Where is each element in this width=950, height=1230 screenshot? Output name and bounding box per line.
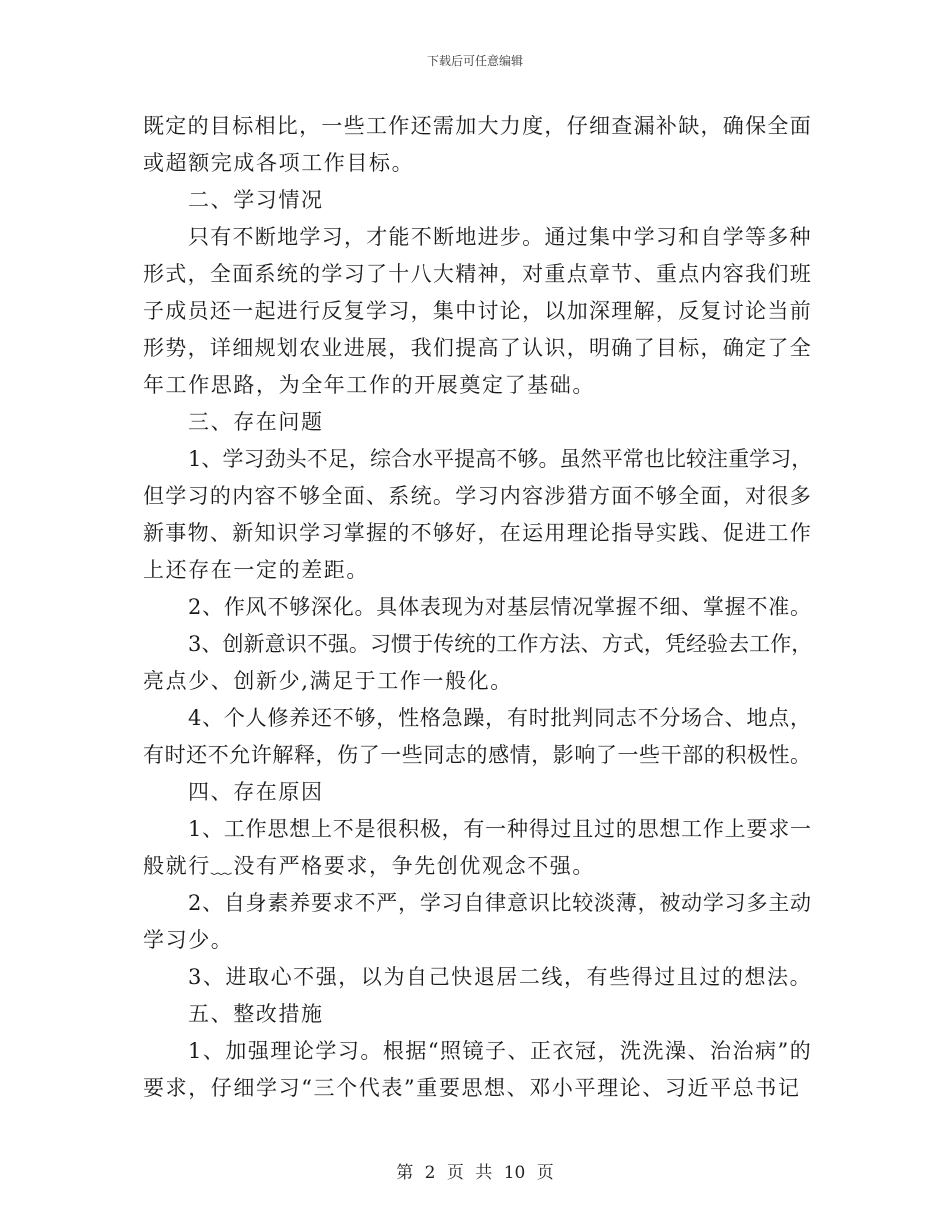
section-heading: 二、学习情况 <box>188 188 324 212</box>
text-line: 只有不断地学习，才能不断地进步。通过集中学习和自学等多种 <box>188 225 812 249</box>
section-heading: 三、存在问题 <box>188 410 324 434</box>
page-header: 下载后可任意编辑 <box>426 54 523 68</box>
text-line: 亮点少、创新少,满足于工作一般化。 <box>143 669 513 693</box>
text-line: 年工作思路，为全年工作的开展奠定了基础。 <box>143 373 595 397</box>
text-line: 子成员还一起进行反复学习，集中讨论，以加深理解，反复讨论当前 <box>143 299 812 323</box>
text-line: 3、进取心不强，以为自己快退居二线，有些得过且过的想法。 <box>188 965 813 989</box>
text-line: 有时还不允许解释，伤了一些同志的感情，影响了一些干部的积极性。 <box>143 743 812 767</box>
page-number: 第 2 页 共 10 页 <box>396 1163 554 1183</box>
text-line: 或超额完成各项工作目标。 <box>143 151 415 175</box>
section-heading: 五、整改措施 <box>188 1002 324 1026</box>
text-line: 1、学习劲头不足，综合水平提高不够。虽然平常也比较注重学习， <box>188 447 813 471</box>
text-line: 2、自身素养要求不严，学习自律意识比较淡薄，被动学习多主动 <box>188 891 812 915</box>
text-line: 要求，仔细学习“三个代表”重要思想、邓小平理论、习近平总书记 <box>143 1076 801 1100</box>
section-heading: 四、存在原因 <box>188 780 324 804</box>
text-line: 形式，全面系统的学习了十八大精神，对重点章节、重点内容我们班 <box>143 262 812 286</box>
text-line: 上还存在一定的差距。 <box>143 558 369 582</box>
text-line: 既定的目标相比，一些工作还需加大力度，仔细查漏补缺，确保全面 <box>143 114 812 138</box>
text-line: 新事物、新知识学习掌握的不够好，在运用理论指导实践、促进工作 <box>143 521 812 545</box>
text-line: 但学习的内容不够全面、系统。学习内容涉猎方面不够全面，对很多 <box>143 484 812 508</box>
text-line: 1、工作思想上不是很积极，有一种得过且过的思想工作上要求一 <box>188 817 812 841</box>
text-line: 学习少。 <box>143 928 234 952</box>
text-line: 般就行﹏没有严格要求，争先创优观念不强。 <box>143 854 595 878</box>
text-line: 1、加强理论学习。根据“照镜子、正衣冠，洗洗澡、治治病”的 <box>188 1039 813 1063</box>
text-line: 形势，详细规划农业进展，我们提高了认识，明确了目标，确定了全 <box>143 336 812 360</box>
text-line: 4、个人修养还不够，性格急躁，有时批判同志不分场合、地点， <box>188 706 812 730</box>
text-line: 3、创新意识不强。习惯于传统的工作方法、方式，凭经验去工作， <box>188 632 813 656</box>
text-line: 2、作风不够深化。具体表现为对基层情况掌握不细、掌握不准。 <box>188 595 812 619</box>
